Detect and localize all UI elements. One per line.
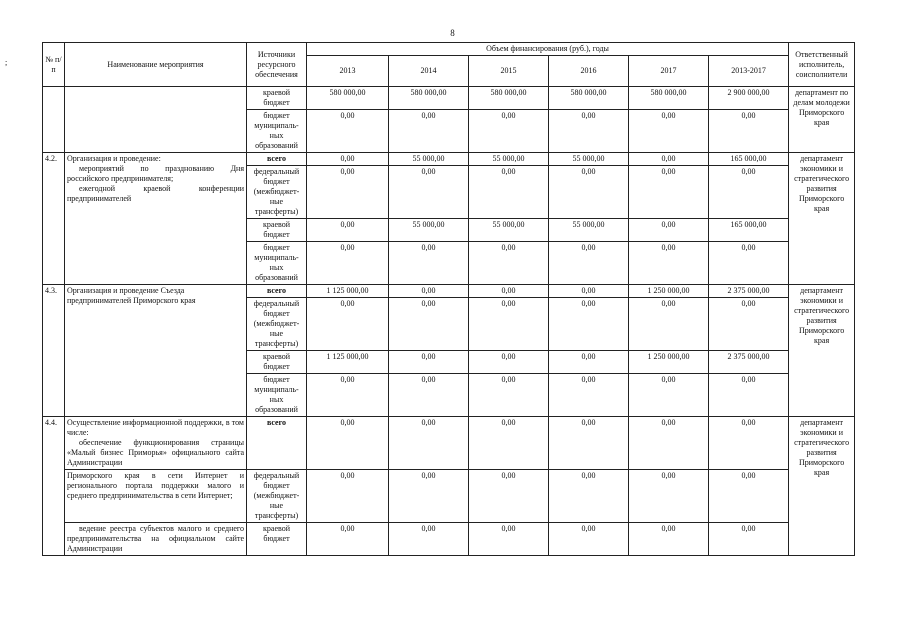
value-cell: 580 000,00 (307, 87, 389, 110)
value-cell: 1 250 000,00 (629, 351, 709, 374)
value-cell: 0,00 (549, 351, 629, 374)
source-regional: краевой бюджет (247, 523, 307, 556)
value-cell: 0,00 (549, 523, 629, 556)
financing-table (42, 42, 855, 556)
table-row (43, 285, 855, 298)
value-cell: 0,00 (389, 374, 469, 417)
value-cell: 0,00 (307, 523, 389, 556)
table-row (43, 417, 855, 470)
value-cell: 580 000,00 (549, 87, 629, 110)
value-cell: 0,00 (549, 298, 629, 351)
value-cell: 0,00 (469, 351, 549, 374)
value-cell: 0,00 (389, 351, 469, 374)
source-regional: краевой бюджет (247, 351, 307, 374)
value-cell: 0,00 (389, 523, 469, 556)
value-cell: 0,00 (389, 298, 469, 351)
source-regional: краевой бюджет (247, 87, 307, 110)
value-cell: 0,00 (629, 153, 709, 166)
measure-title: Организация и проведение: (67, 154, 161, 163)
value-cell: 0,00 (307, 166, 389, 219)
value-cell: 0,00 (389, 110, 469, 153)
value-cell: 0,00 (549, 374, 629, 417)
value-cell: 55 000,00 (469, 153, 549, 166)
header-sources: Источники ресурсного обеспечения (247, 43, 307, 87)
source-federal: федеральный бюджет (межбюджет-ные трансферты) (247, 166, 307, 219)
value-cell: 2 900 000,00 (709, 87, 789, 110)
year-2013: 2013 (307, 56, 389, 87)
header-name: Наименование мероприятия (65, 43, 247, 87)
value-cell: 55 000,00 (389, 219, 469, 242)
value-cell: 2 375 000,00 (709, 351, 789, 374)
source-total: всего (247, 285, 307, 298)
value-cell: 0,00 (549, 166, 629, 219)
header-responsible: Ответственный исполнитель, соисполнители (789, 43, 855, 87)
value-cell: 0,00 (389, 417, 469, 470)
value-cell: 0,00 (469, 523, 549, 556)
value-cell: 580 000,00 (469, 87, 549, 110)
measure-item: ежегодной краевой конференции предпринимателей (67, 184, 244, 203)
value-cell: 0,00 (629, 298, 709, 351)
source-federal: федеральный бюджет (межбюджет-ные трансферты) (247, 298, 307, 351)
value-cell: 0,00 (629, 417, 709, 470)
measure-item: обеспечение функционирования страницы «Малый бизнес Приморья» официального сайта Администрации (67, 438, 244, 467)
value-cell: 55 000,00 (549, 219, 629, 242)
row-number: 4.4. (43, 417, 65, 556)
value-cell: 0,00 (307, 470, 389, 523)
source-municipal: бюджет муниципаль-ных образований (247, 374, 307, 417)
value-cell: 0,00 (709, 110, 789, 153)
page-number: 8 (450, 28, 455, 38)
value-cell: 580 000,00 (629, 87, 709, 110)
value-cell: 2 375 000,00 (709, 285, 789, 298)
value-cell: 580 000,00 (389, 87, 469, 110)
table-row (43, 523, 855, 556)
source-total: всего (247, 153, 307, 166)
value-cell: 0,00 (389, 166, 469, 219)
value-cell: 0,00 (709, 166, 789, 219)
measure-title: Осуществление информационной поддержки, в том числе: (67, 418, 244, 437)
value-cell: 0,00 (307, 374, 389, 417)
value-cell: 0,00 (469, 110, 549, 153)
value-cell: 0,00 (469, 166, 549, 219)
table-row (43, 470, 855, 523)
year-2015: 2015 (469, 56, 549, 87)
source-regional: краевой бюджет (247, 219, 307, 242)
measure-name (65, 153, 247, 285)
value-cell: 0,00 (307, 242, 389, 285)
header-volume: Объем финансирования (руб.), годы (307, 43, 789, 56)
measure-name (65, 417, 247, 470)
year-2014: 2014 (389, 56, 469, 87)
value-cell: 0,00 (549, 470, 629, 523)
value-cell: 0,00 (629, 523, 709, 556)
value-cell: 0,00 (709, 470, 789, 523)
table-row (43, 87, 855, 110)
responsible-cell: департамент экономики и стратегического развития Приморского края (789, 285, 855, 417)
value-cell: 0,00 (307, 417, 389, 470)
value-cell: 0,00 (549, 285, 629, 298)
value-cell: 0,00 (469, 374, 549, 417)
source-total: всего (247, 417, 307, 470)
value-cell: 0,00 (469, 298, 549, 351)
value-cell: 0,00 (549, 242, 629, 285)
value-cell: 1 250 000,00 (629, 285, 709, 298)
value-cell: 0,00 (469, 242, 549, 285)
row-number: 4.3. (43, 285, 65, 417)
measure-item: ведение реестра субъектов малого и среднего предпринимательства на официальном сайте Администрации (67, 524, 244, 553)
value-cell: 0,00 (389, 285, 469, 298)
row-number: 4.2. (43, 153, 65, 285)
year-total: 2013-2017 (709, 56, 789, 87)
value-cell: 0,00 (389, 242, 469, 285)
responsible-cell: департамент экономики и стратегического развития Приморского края (789, 153, 855, 285)
value-cell: 0,00 (629, 219, 709, 242)
source-municipal: бюджет муниципаль-ных образований (247, 110, 307, 153)
measure-name-cont (65, 523, 247, 556)
value-cell: 1 125 000,00 (307, 285, 389, 298)
measure-item: Приморского края в сети Интернет и регионального портала поддержки малого и среднего предпринимательства в сети Интернет; (67, 471, 244, 500)
value-cell: 0,00 (629, 470, 709, 523)
value-cell: 0,00 (469, 417, 549, 470)
value-cell: 0,00 (469, 285, 549, 298)
year-2017: 2017 (629, 56, 709, 87)
cont-name (65, 87, 247, 153)
value-cell: 0,00 (549, 110, 629, 153)
measure-item: мероприятий по празднованию Дня российского предпринимателя; (67, 164, 244, 183)
value-cell: 0,00 (307, 219, 389, 242)
margin-mark: ; (5, 58, 8, 67)
value-cell: 55 000,00 (389, 153, 469, 166)
value-cell: 0,00 (549, 417, 629, 470)
value-cell: 165 000,00 (709, 153, 789, 166)
value-cell: 0,00 (307, 153, 389, 166)
value-cell: 0,00 (709, 417, 789, 470)
source-municipal: бюджет муниципаль-ных образований (247, 242, 307, 285)
measure-name: Организация и проведение Съезда предпринимателей Приморского края (65, 285, 247, 417)
value-cell: 165 000,00 (709, 219, 789, 242)
value-cell: 55 000,00 (549, 153, 629, 166)
responsible-cell: департамент по делам молодежи Приморского края (789, 87, 855, 153)
value-cell: 0,00 (629, 166, 709, 219)
value-cell: 0,00 (307, 110, 389, 153)
value-cell: 0,00 (709, 523, 789, 556)
cont-no (43, 87, 65, 153)
value-cell: 0,00 (709, 374, 789, 417)
value-cell: 0,00 (629, 242, 709, 285)
value-cell: 0,00 (629, 110, 709, 153)
value-cell: 55 000,00 (469, 219, 549, 242)
table-row (43, 153, 855, 166)
value-cell: 0,00 (389, 470, 469, 523)
header-row (43, 43, 855, 56)
value-cell: 0,00 (307, 298, 389, 351)
year-2016: 2016 (549, 56, 629, 87)
header-no: № п/п (43, 43, 65, 87)
measure-name-cont (65, 470, 247, 523)
responsible-cell: департамент экономики и стратегического развития Приморского края (789, 417, 855, 556)
source-federal: федеральный бюджет (межбюджет-ные трансферты) (247, 470, 307, 523)
value-cell: 1 125 000,00 (307, 351, 389, 374)
value-cell: 0,00 (629, 374, 709, 417)
value-cell: 0,00 (469, 470, 549, 523)
value-cell: 0,00 (709, 242, 789, 285)
value-cell: 0,00 (709, 298, 789, 351)
